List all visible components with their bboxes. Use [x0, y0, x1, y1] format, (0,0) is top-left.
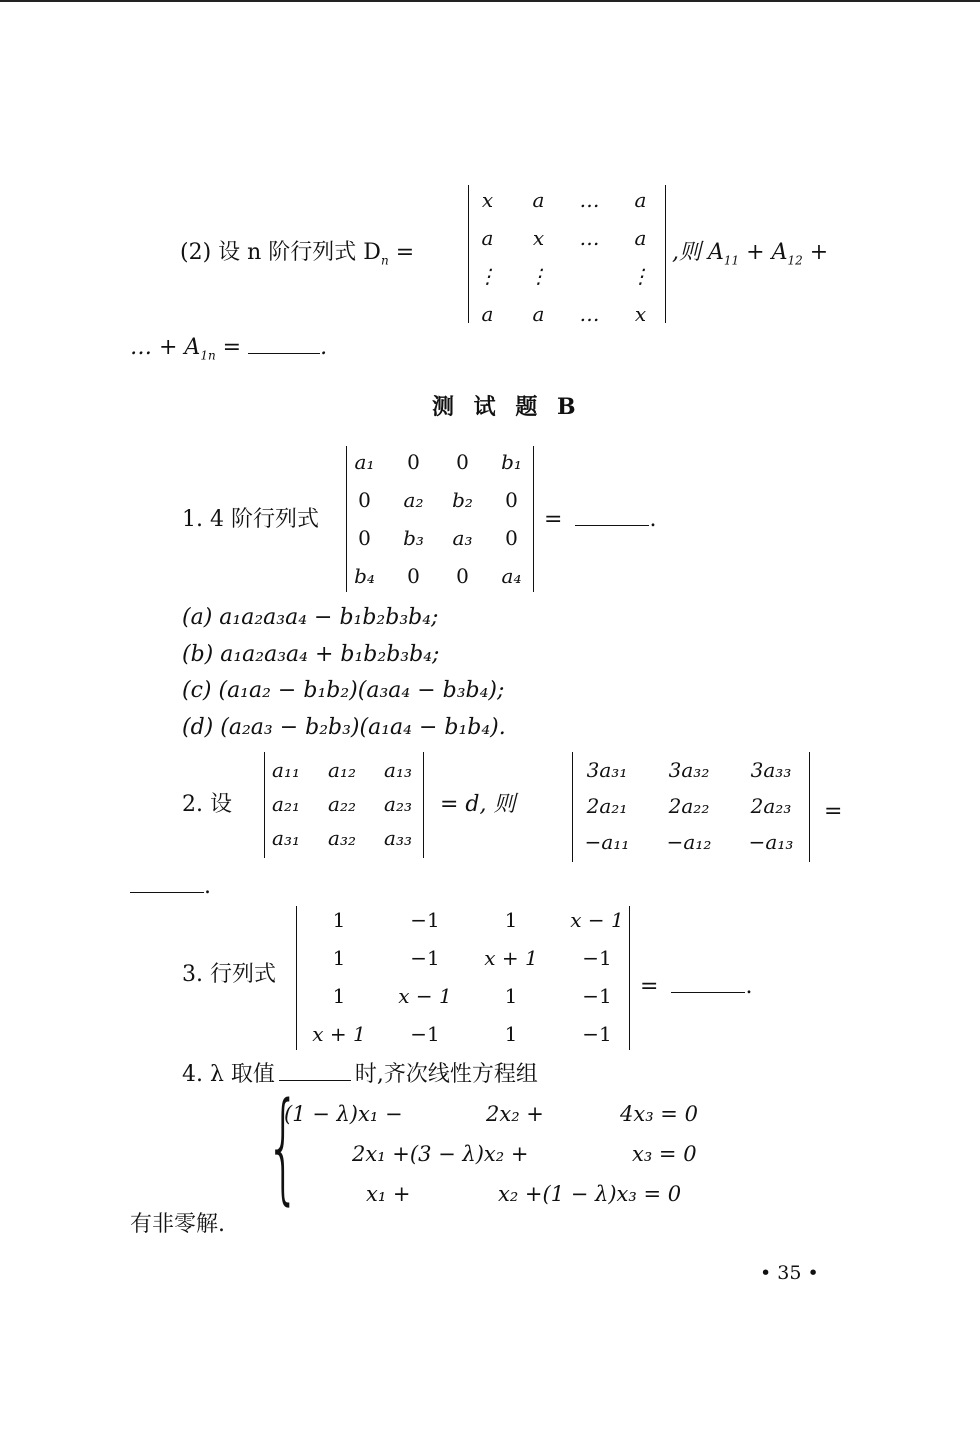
b1-det-cell: 0: [456, 564, 469, 588]
b2-det2-cell: 3a₃₂: [668, 758, 710, 782]
section-title: 测 试 题 B: [432, 394, 582, 420]
b2-det2-cell: 2a₂₁: [586, 794, 628, 818]
q2-plus: +: [802, 240, 829, 265]
b4-label-post: 时,齐次线性方程组: [354, 1062, 538, 1087]
det-dn-cell: x: [532, 226, 545, 250]
b4-end: 有非零解.: [130, 1212, 225, 1237]
b2-det2-cell: 3a₃₃: [750, 758, 792, 782]
b2-det1-cell: a₂₁: [272, 792, 300, 816]
det-dn-cell: a: [481, 302, 494, 326]
b4-label: [182, 1060, 538, 1090]
b1-det-cell: 0: [358, 526, 371, 550]
det-dn-cell: x: [481, 188, 494, 212]
eq3-part1: x₁ +: [366, 1182, 411, 1206]
b2-det2-cell: 2a₂₃: [750, 794, 792, 818]
det-dn-cell: x: [634, 302, 647, 326]
b2-det1-cell: a₁₂: [328, 758, 356, 782]
b1-det-cell: a₂: [403, 488, 424, 512]
det-dn-cell: …: [579, 302, 600, 326]
b1-label: 1. 4 阶行列式: [182, 507, 319, 532]
b1-eq: =: [544, 507, 563, 532]
q2-equals: =: [395, 240, 415, 265]
b1-det-cell: a₃: [452, 526, 473, 550]
b2-det2-cell: 2a₂₂: [668, 794, 710, 818]
q2-line2-pre: … + A: [130, 335, 201, 360]
b2-answer: [130, 872, 211, 902]
det-dn-cell: ⋮: [477, 264, 498, 288]
page-number: • 35 •: [760, 1262, 819, 1284]
b3-det-cell: 1: [504, 1022, 518, 1046]
b2-det1-cell: a₃₁: [272, 826, 300, 850]
left-brace: {: [266, 1078, 301, 1217]
b1-det-cell: 0: [407, 564, 420, 588]
det-dn-cell: …: [579, 226, 600, 250]
b1-option-c: (c) (a₁a₂ − b₁b₂)(a₃a₄ − b₃b₄);: [182, 678, 505, 703]
b3-det-cell: −1: [582, 984, 612, 1008]
b1-det-cell: 0: [407, 450, 420, 474]
q2-line2-equals: =: [215, 335, 249, 360]
eq3-part2: x₂ +(1 − λ)x₃ = 0: [498, 1182, 682, 1206]
b2-det1-cell: a₁₁: [272, 758, 300, 782]
b1-det-cell: 0: [456, 450, 469, 474]
b3-label: 3. 行列式: [182, 962, 276, 987]
b1-det-cell: b₁: [501, 450, 522, 474]
q2-a1n-sub: 1n: [200, 348, 216, 363]
det-dn-cell: a: [634, 188, 647, 212]
b1-det-cell: 0: [505, 526, 518, 550]
det-dn-cell: a: [481, 226, 494, 250]
b1-option-b: (b) a₁a₂a₃a₄ + b₁b₂b₃b₄;: [182, 642, 440, 667]
q2-a11-sub: 11: [723, 253, 740, 268]
b2-det1-cell: a₂₂: [328, 792, 356, 816]
b1-det-cell: a₁: [354, 450, 375, 474]
b2-det1-cell: a₃₂: [328, 826, 356, 850]
b2-dot: .: [204, 874, 211, 899]
answer-blank[interactable]: [575, 505, 649, 526]
b3-equals: [640, 972, 752, 1002]
b3-det-cell: −1: [410, 1022, 440, 1046]
b2-det1-cell: a₁₃: [384, 758, 412, 782]
b3-eq: =: [640, 974, 659, 999]
det-dn-cell: a: [532, 302, 545, 326]
det-dn-cell: ⋮: [630, 264, 651, 288]
answer-blank[interactable]: [130, 872, 204, 893]
b3-det-cell: x + 1: [484, 946, 538, 970]
b3-det-cell: 1: [332, 984, 346, 1008]
b2-label: 2. 设: [182, 792, 232, 817]
b1-det-cell: 0: [505, 488, 518, 512]
b3-det-cell: 1: [332, 946, 346, 970]
b3-det-cell: x + 1: [312, 1022, 366, 1046]
q2-a12-sub: 12: [787, 253, 803, 268]
b2-det1-cell: a₃₃: [384, 826, 412, 850]
top-rule: [0, 0, 980, 2]
b2-det2-cell: −a₁₃: [748, 830, 794, 854]
b1-option-a: (a) a₁a₂a₃a₄ − b₁b₂b₃b₄;: [182, 605, 439, 630]
q2-line2: [130, 333, 327, 370]
b1-det-cell: b₄: [354, 564, 375, 588]
b1-dot: .: [649, 507, 657, 532]
b1-det-cell: b₂: [452, 488, 473, 512]
b1-equals: [544, 505, 656, 535]
b3-det-cell: 1: [504, 984, 518, 1008]
b2-mid: = d, 则: [440, 792, 516, 817]
b3-det-cell: 1: [504, 908, 518, 932]
b3-dot: .: [745, 974, 753, 999]
b2-det2-cell: −a₁₁: [584, 830, 630, 854]
b3-det-cell: x − 1: [398, 984, 452, 1008]
b1-option-d: (d) (a₂a₃ − b₂b₃)(a₁a₄ − b₁b₄).: [182, 715, 506, 740]
b3-det-cell: −1: [582, 946, 612, 970]
q2-suffix-text: ,则 A: [672, 240, 724, 265]
eq2-part3: x₃ = 0: [632, 1142, 697, 1166]
b3-det-cell: x − 1: [570, 908, 624, 932]
q2-suffix: [672, 238, 828, 275]
b2-det2-cell: −a₁₂: [666, 830, 712, 854]
eq1-part1: (1 − λ)x₁ −: [284, 1102, 403, 1126]
q2-prefix: [180, 238, 414, 275]
det-dn-cell: ⋮: [528, 264, 549, 288]
b3-det-cell: 1: [332, 908, 346, 932]
answer-blank[interactable]: [248, 333, 320, 354]
q2-prefix-text: (2) 设 n 阶行列式 D: [180, 240, 381, 265]
b3-det-cell: −1: [582, 1022, 612, 1046]
det-dn-cell: a: [634, 226, 647, 250]
b3-det-cell: −1: [410, 946, 440, 970]
b2-equals: =: [824, 799, 843, 824]
eq1-part3: 4x₃ = 0: [620, 1102, 698, 1126]
answer-blank[interactable]: [671, 972, 745, 993]
eq2-part1: 2x₁ +(3 − λ)x₂ +: [352, 1142, 529, 1166]
det-dn-cell: …: [579, 188, 600, 212]
b3-det-cell: −1: [410, 908, 440, 932]
det-dn-cell: a: [532, 188, 545, 212]
q2-sub-n: n: [380, 253, 389, 268]
b1-det-cell: 0: [358, 488, 371, 512]
b1-det-cell: a₄: [501, 564, 522, 588]
b1-det-cell: b₃: [403, 526, 424, 550]
b4-label-pre: 4. λ 取值: [182, 1062, 275, 1087]
q2-dot: .: [320, 335, 328, 360]
b2-det1-cell: a₂₃: [384, 792, 412, 816]
q2-plus-a: + A: [739, 240, 788, 265]
b2-det2-cell: 3a₃₁: [586, 758, 628, 782]
eq1-part2: 2x₂ +: [486, 1102, 544, 1126]
